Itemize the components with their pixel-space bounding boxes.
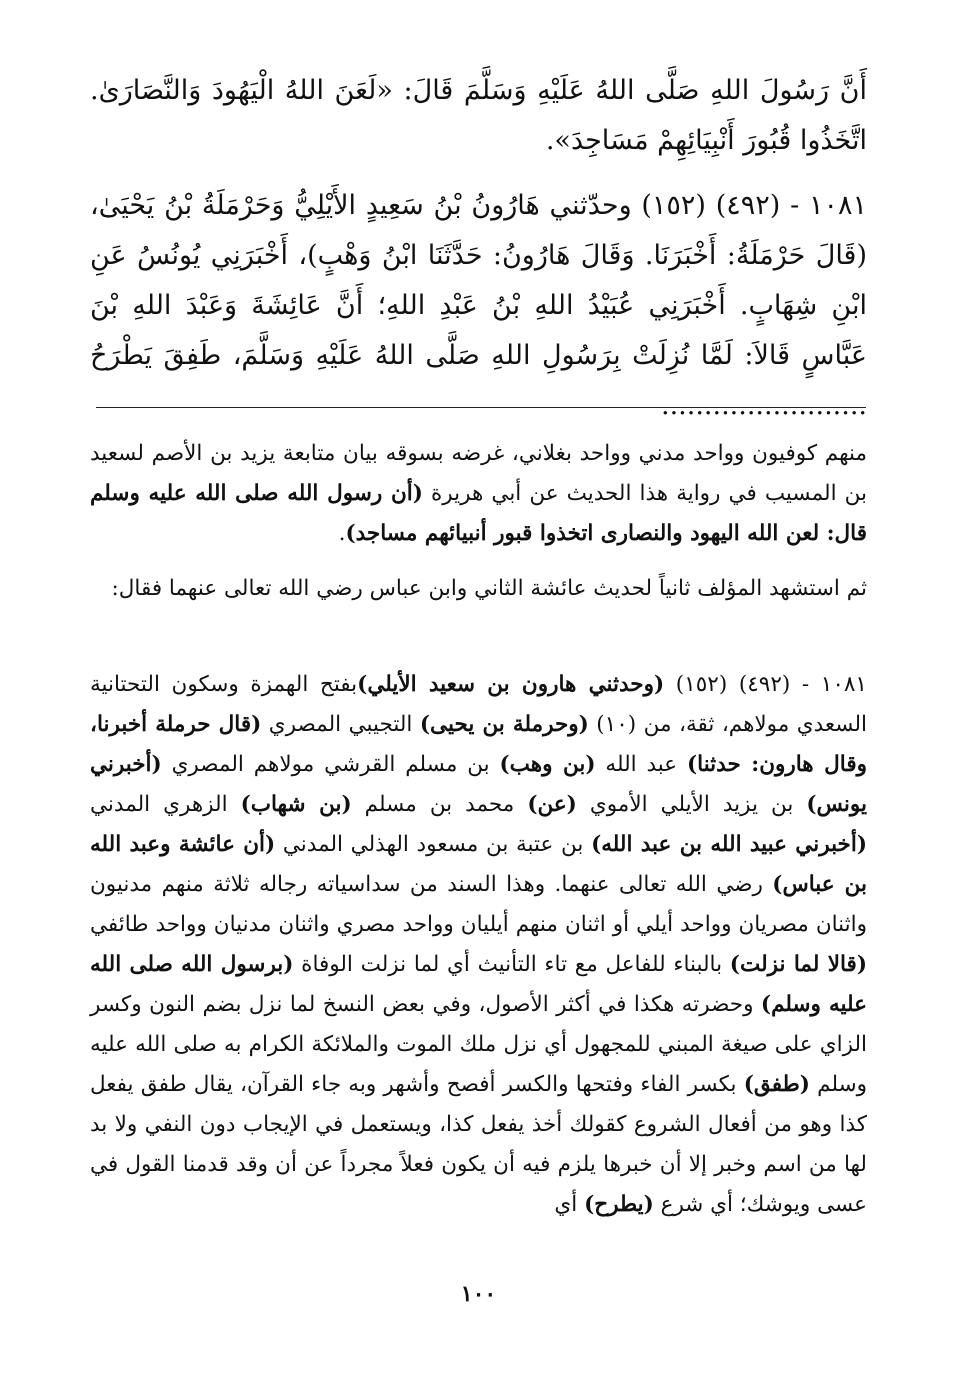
commentary-bold-quote: (أن رسول الله صلى الله عليه وسلم قال: لعن الله اليهود والنصارى اتخذوا قبور أنبيائهم مساجد) bbox=[90, 481, 867, 546]
commentary-text: ١٠٨١ - (٤٩٢) (١٥٢) bbox=[664, 672, 867, 697]
commentary-text: التجيبي المصري bbox=[261, 712, 420, 737]
commentary-text: بن مسلم القرشي مولاهم المصري bbox=[161, 752, 500, 777]
hadith-text-previous-ending: أَنَّ رَسُولَ اللهِ صَلَّى اللهُ عَلَيْهِ وَسَلَّمَ قَالَ: «لَعَنَ اللهُ الْيَهُودَ وَالنَّصَارَىٰ. اتَّخَذُوا قُبُورَ أَنْبِيَائِهِمْ مَسَاجِدَ». bbox=[90, 75, 867, 156]
commentary-text: منهم كوفيون وواحد مدني وواحد بغلاني، غرضه بسوقه بيان متابعة يزيد بن الأصم لسعيد بن المسيب في رواية هذا الحديث عن أبي هريرة bbox=[90, 441, 867, 506]
commentary-paragraph-2: ثم استشهد المؤلف ثانياً لحديث عائشة الثاني وابن عباس رضي الله تعالى عنهما فقال: bbox=[111, 576, 867, 601]
hadith-text-1081: ١٠٨١ - (٤٩٢) (١٥٢) وحدّثني هَارُونُ بْنُ سَعِيدٍ الأَيْلِيُّ وَحَرْمَلَةُ بْنُ يَحْيَىٰ، (قَالَ حَرْمَلَةُ: أَخْبَرَنَا. وَقَالَ هَارُونُ: حَدَّثَنَا ابْنُ وَهْبٍ)، أَخْبَرَنِي يُونُسُ عَنِ ابْنِ شِهَابٍ. أَخْبَرَنِي عُبَيْدُ اللهِ بْنُ عَبْدِ اللهِ؛ أَنَّ عَائِشَةَ وَعَبْدَ اللهِ بْنَ عَبَّاسٍ قَالاَ: لَمَّا نُزِلَتْ بِرَسُولِ اللهِ صَلَّى اللهُ عَلَيْهِ وَسَلَّمَ، طَفِقَ يَطْرَحُ ........................ bbox=[90, 190, 867, 421]
commentary-text: أي bbox=[554, 1192, 585, 1217]
commentary-bold-quote: (برسول الله صلى الله عليه وسلم) bbox=[90, 952, 867, 1017]
commentary-bold-quote: (وحدثني هارون بن سعيد الأيلي) bbox=[357, 672, 665, 697]
commentary-text: محمد بن مسلم bbox=[351, 792, 528, 817]
commentary-paragraph-1 bbox=[90, 434, 867, 554]
footnote-divider bbox=[96, 407, 866, 408]
commentary-text: بن عتبة بن مسعود الهذلي المدني bbox=[275, 832, 592, 857]
commentary-bold-quote: (أن عائشة وعبد الله بن عباس) bbox=[90, 832, 867, 897]
commentary-text: . bbox=[338, 521, 346, 546]
commentary-text: بكسر الفاء وفتحها والكسر أفصح وأشهر وبه جاء القرآن، يقال طفق يفعل كذا وهو من أفعال الشروع كقولك أخذ يفعل كذا، ويستعمل في الإيجاب دون النفي ولا بد لها من اسم وخبر إلا أن خبرها يلزم فيه أن يكون فعلاً مجرداً عن أن وقد قدمنا القول في عسى ويوشك؛ أي شرع bbox=[90, 1072, 867, 1217]
commentary-bold-quote: (طفق) bbox=[743, 1072, 810, 1097]
commentary-bold-quote: (وحرملة بن يحيى) bbox=[419, 712, 589, 737]
commentary-bold-quote: (أخبرني يونس) bbox=[90, 752, 867, 817]
commentary-paragraph-3 bbox=[90, 665, 867, 1225]
commentary-text: عبد الله bbox=[595, 752, 687, 777]
commentary-text: بالبناء للفاعل مع تاء التأنيث أي لما نزلت الوفاة bbox=[293, 952, 730, 977]
commentary-bold-quote: (بن شهاب) bbox=[240, 792, 352, 817]
commentary-bold-quote: (قالا لما نزلت) bbox=[729, 952, 867, 977]
commentary-text: وحضرته هكذا في أكثر الأصول، وفي بعض النسخ لما نزل بضم النون وكسر الزاي على صيغة المبني للمجهول أي نزل ملك الموت والملائكة الكرام به صلى الله عليه وسلم bbox=[90, 992, 867, 1097]
commentary-bold-quote: (عن) bbox=[527, 792, 577, 817]
commentary-bold-quote: (أخبرني عبيد الله بن عبد الله) bbox=[591, 832, 867, 857]
page-number: ١٠٠ bbox=[460, 1281, 497, 1307]
commentary-text: رضي الله تعالى عنهما. وهذا السند من سداسياته رجاله ثلاثة منهم مدنيون واثنان مصريان وواحد أيلي أو اثنان منهم أيليان وواحد مصري واثنان مدنيان وواحد طائفي bbox=[90, 872, 867, 937]
commentary-text: بفتح الهمزة وسكون التحتانية السعدي مولاهم، ثقة، من (١٠) bbox=[90, 672, 867, 737]
commentary-bold-quote: (بن وهب) bbox=[499, 752, 596, 777]
commentary-bold-quote: (قال حرملة أخبرنا، وقال هارون: حدثنا) bbox=[90, 712, 868, 777]
commentary-text: الزهري المدني bbox=[90, 792, 241, 817]
commentary-bold-quote: (يطرح) bbox=[584, 1192, 654, 1217]
commentary-text: بن يزيد الأيلي الأموي bbox=[576, 792, 807, 817]
